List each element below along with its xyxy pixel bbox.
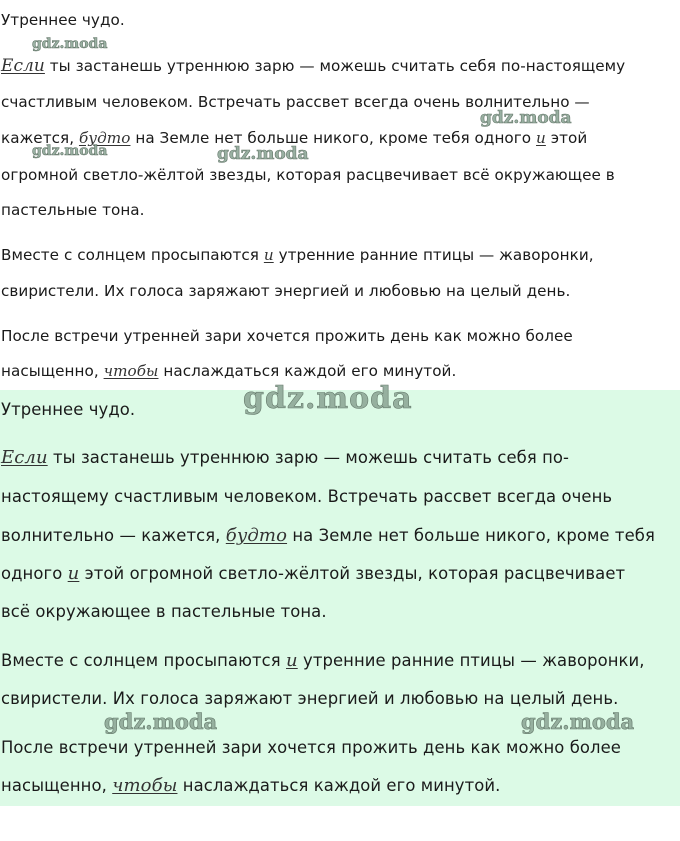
paragraph-1-line-1: Если ты застанешь утреннюю зарю — можешь считать себя по- — [1, 447, 570, 468]
watermark: gdz.moda — [32, 143, 108, 159]
italic-word: чтобы — [103, 362, 159, 380]
italic-word: чтобы — [112, 775, 178, 796]
highlighted-text-block — [0, 390, 680, 806]
italic-word: и — [536, 129, 546, 147]
italic-word: будто — [225, 525, 288, 546]
italic-word: и — [286, 650, 298, 671]
text-title: Утреннее чудо. — [1, 11, 125, 29]
italic-word: будто — [78, 129, 131, 147]
paragraph-3-line-2: насыщенно, чтобы наслаждаться каждой его минутой. — [1, 362, 457, 380]
paragraph-1-line-5: всё окружающее в пастельные тона. — [1, 602, 327, 621]
paragraph-1-line-5: пастельные тона. — [1, 201, 145, 219]
paragraph-1-line-2: счастливым человеком. Встречать рассвет всегда очень волнительно — — [1, 93, 590, 111]
watermark: gdz.moda — [32, 36, 108, 52]
paragraph-1-line-4: огромной светло-жёлтой звезды, которая расцвечивает всё окружающее в — [1, 166, 615, 184]
paragraph-1-line-2: настоящему счастливым человеком. Встречать рассвет всегда очень — [1, 487, 613, 506]
paragraph-1-line-3: волнительно — кажется, будто на Земле нет больше никого, кроме тебя — [1, 525, 655, 546]
text-title: Утреннее чудо. — [1, 400, 136, 419]
italic-word: и — [263, 246, 274, 264]
paragraph-3-line-1: После встречи утренней зари хочется прожить день как можно более — [1, 738, 621, 757]
paragraph-1-line-1: Если ты застанешь утреннюю зарю — можешь считать себя по-настоящему — [1, 56, 626, 76]
paragraph-2-line-1: Вместе с солнцем просыпаются и утренние ранние птицы — жаворонки, — [1, 246, 594, 264]
paragraph-2-line-2: свиристели. Их голоса заряжают энергией и любовью на целый день. — [1, 689, 619, 708]
watermark: gdz.moda — [243, 381, 413, 416]
watermark: gdz.moda — [480, 108, 572, 128]
watermark: gdz.moda — [217, 144, 309, 164]
paragraph-3-line-1: После встречи утренней зари хочется прожить день как можно более — [1, 327, 573, 345]
italic-word: и — [67, 563, 80, 584]
paragraph-3-line-2: насыщенно, чтобы наслаждаться каждой его минутой. — [1, 775, 501, 796]
italic-word: Если — [1, 56, 45, 76]
italic-word: Если — [1, 447, 48, 468]
watermark: gdz.moda — [521, 709, 635, 734]
paragraph-2-line-1: Вместе с солнцем просыпаются и утренние ранние птицы — жаворонки, — [1, 650, 645, 671]
paragraph-2-line-2: свиристели. Их голоса заряжают энергией и любовью на целый день. — [1, 282, 571, 300]
paragraph-1-line-4: одного и этой огромной светло-жёлтой звезды, которая расцвечивает — [1, 563, 626, 584]
paragraph-1-line-3: кажется, будто на Земле нет больше никого, кроме тебя одного и этой — [1, 129, 588, 147]
watermark: gdz.moda — [104, 709, 218, 734]
original-text-block — [0, 0, 680, 390]
